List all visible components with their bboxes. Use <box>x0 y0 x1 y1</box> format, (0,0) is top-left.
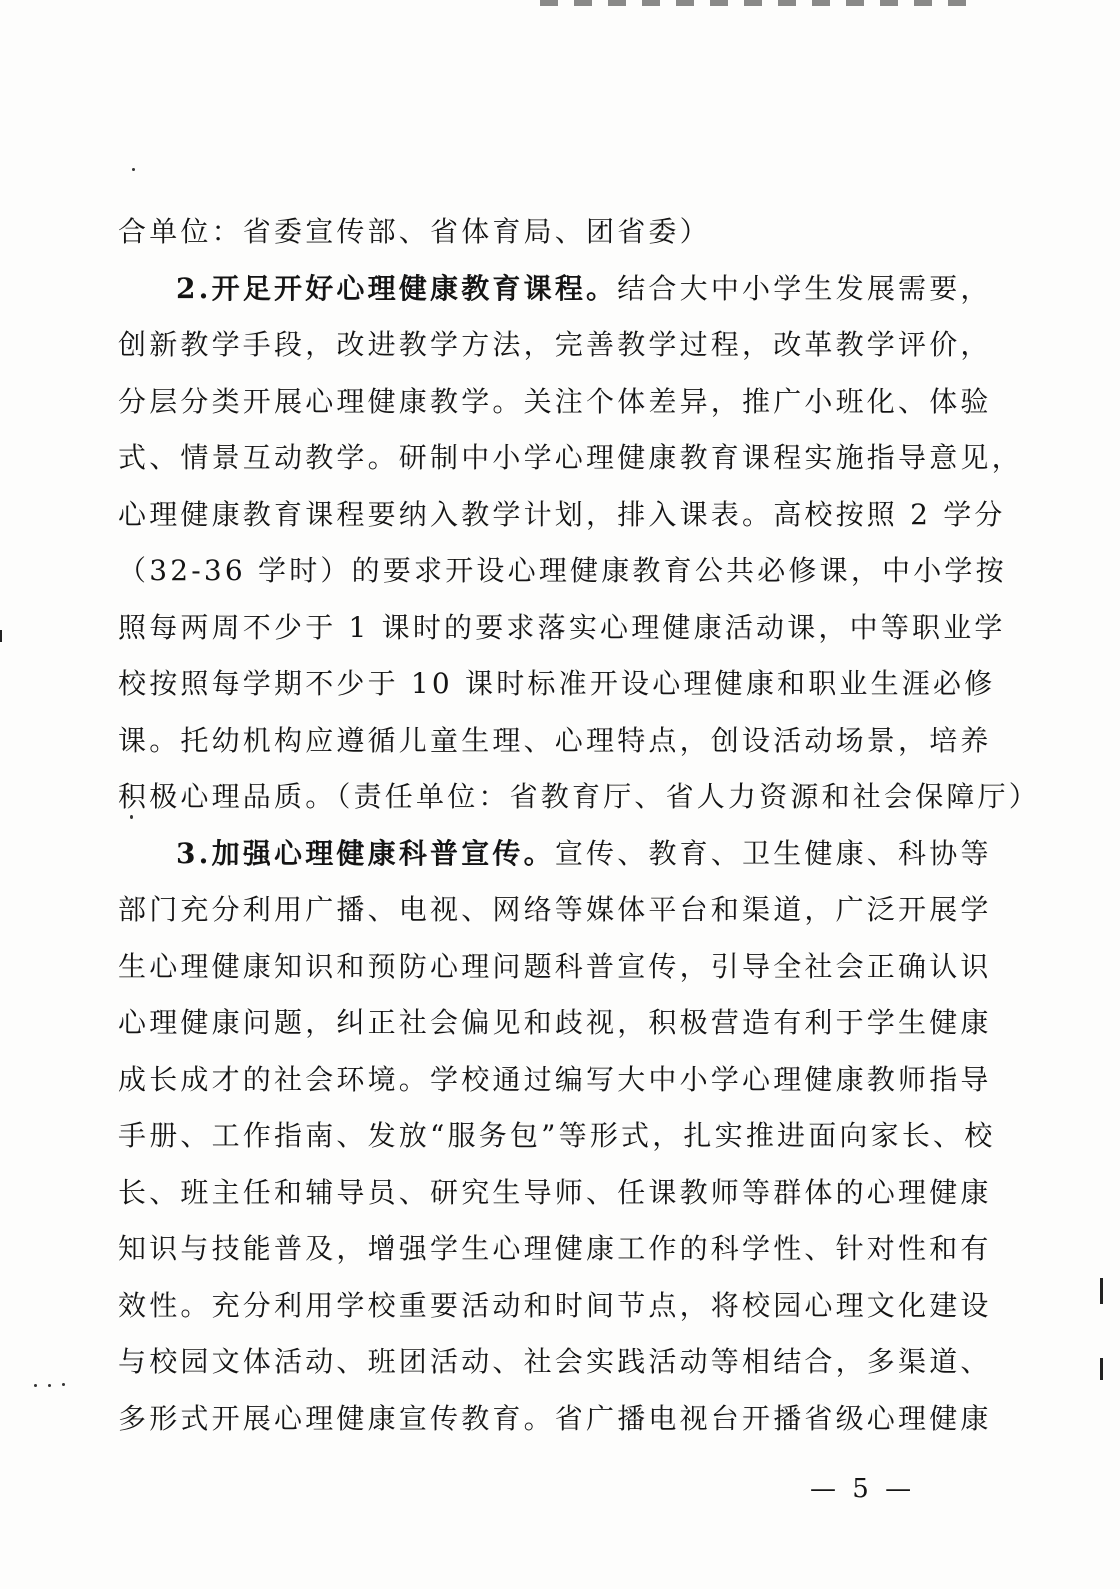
text-line: 长、班主任和辅导员、研究生导师、任课教师等群体的心理健康 <box>118 1175 992 1209</box>
text-segment: 结合大中小学生发展需要， <box>617 271 992 305</box>
scan-speck <box>130 815 133 819</box>
text-line: 知识与技能普及，增强学生心理健康工作的科学性、针对性和有 <box>118 1232 992 1265</box>
scan-edge-mark <box>1100 1278 1103 1304</box>
text-line: 心理健康问题，纠正社会偏见和歧视，积极营造有利于学生健康 <box>118 1006 992 1039</box>
scan-edge-mark <box>1100 1358 1103 1380</box>
text-segment: 宣传、教育、卫生健康、科协等 <box>554 836 992 870</box>
text-line: 创新教学手段，改进教学方法，完善教学过程，改革教学评价， <box>118 328 992 361</box>
text-line: 合单位：省委宣传部、省体育局、团省委） <box>118 215 711 248</box>
page-number: — 5 — <box>810 1474 916 1504</box>
text-line: 照每两周不少于 1 课时的要求落实心理健康活动课，中等职业学 <box>118 610 1006 644</box>
text-line: 手册、工作指南、发放“服务包”等形式，扎实推进面向家长、校 <box>118 1119 996 1152</box>
text-line: 课。托幼机构应遵循儿童生理、心理特点，创设活动场景，培养 <box>118 723 992 757</box>
document-body <box>118 204 1041 1447</box>
section-heading-line <box>118 826 992 883</box>
text-line: 心理健康教育课程要纳入教学计划，排入课表。高校按照 2 学分 <box>118 497 1006 531</box>
section-heading: 2.开足开好心理健康教育课程。 <box>176 271 618 305</box>
scan-edge-mark <box>0 630 2 642</box>
text-line: （32-36 学时）的要求开设心理健康教育公共必修课，中小学按 <box>118 554 1007 587</box>
scan-speck <box>48 1384 51 1387</box>
text-line: 式、情景互动教学。研制中小学心理健康教育课程实施指导意见， <box>118 441 1023 474</box>
text-line: 积极心理品质。（责任单位：省教育厅、省人力资源和社会保障厅） <box>118 780 1041 813</box>
section-heading: 3.加强心理健康科普宣传。 <box>176 836 555 870</box>
text-line: 成长成才的社会环境。学校通过编写大中小学心理健康教师指导 <box>118 1062 992 1096</box>
text-line: 与校园文体活动、班团活动、社会实践活动等相结合，多渠道、 <box>118 1345 992 1378</box>
scan-speck <box>132 168 135 171</box>
text-line: 部门充分利用广播、电视、网络等媒体平台和渠道，广泛开展学 <box>118 893 992 926</box>
scan-artifact-top <box>540 0 980 6</box>
text-line: 效性。充分利用学校重要活动和时间节点，将校园心理文化建设 <box>118 1288 992 1322</box>
section-heading-line <box>118 261 992 318</box>
text-line: 分层分类开展心理健康教学。关注个体差异，推广小班化、体验 <box>118 384 992 418</box>
text-line: 生心理健康知识和预防心理问题科普宣传，引导全社会正确认识 <box>118 949 992 983</box>
scan-speck <box>34 1384 37 1387</box>
text-line: 多形式开展心理健康宣传教育。省广播电视台开播省级心理健康 <box>118 1401 992 1435</box>
text-line: 校按照每学期不少于 10 课时标准开设心理健康和职业生涯必修 <box>118 667 996 700</box>
scan-speck <box>62 1383 65 1386</box>
